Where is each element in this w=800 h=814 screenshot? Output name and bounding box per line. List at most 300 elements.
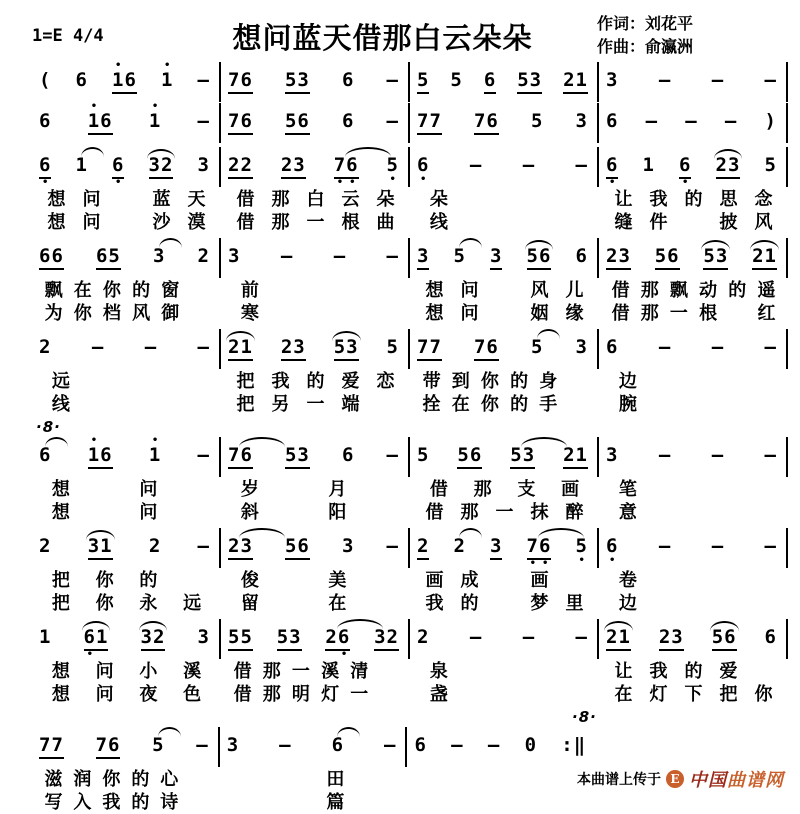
measure xyxy=(221,329,410,369)
lyric-char: 根 xyxy=(341,212,360,234)
lyric-char xyxy=(184,768,213,791)
low-octave-dots xyxy=(39,759,64,767)
low-octave-dots xyxy=(387,557,399,565)
note-number: 1 xyxy=(39,626,52,649)
slur-arc xyxy=(537,329,560,339)
lyric-char: 遥 xyxy=(757,280,776,302)
lyric-char xyxy=(694,478,738,501)
note-number: 3 xyxy=(197,154,210,177)
measure xyxy=(599,62,788,102)
low-octave-dots xyxy=(643,176,655,184)
lyric-char: 的 xyxy=(132,280,151,302)
low-octave-dots: • xyxy=(42,177,49,189)
lyrics-row xyxy=(32,683,788,706)
lyric-char: 意 xyxy=(618,502,637,524)
lyric-char xyxy=(170,370,214,393)
lyric-char: 儿 xyxy=(565,280,584,302)
low-octave-dots xyxy=(606,132,618,140)
note xyxy=(765,62,777,99)
low-octave-dots xyxy=(563,94,588,102)
lyrics-row xyxy=(32,188,788,211)
measure xyxy=(220,727,408,767)
lyric-char xyxy=(737,370,781,393)
lyric-char: 在 xyxy=(328,593,347,615)
lyric-char: 支 xyxy=(517,479,536,501)
note-number: 1 xyxy=(148,444,162,467)
lyric-char: 恋 xyxy=(376,371,395,393)
lyric-char xyxy=(505,683,549,706)
low-octave-dots xyxy=(387,358,399,366)
lyric-char xyxy=(83,501,127,524)
lyric-char: 你 xyxy=(754,684,773,706)
note-number: 5 xyxy=(386,336,399,359)
measure xyxy=(410,329,599,369)
lyric-char: 那 xyxy=(262,684,281,706)
tie-arc xyxy=(332,331,361,341)
note xyxy=(659,437,671,474)
song-title: 想问蓝天借那白云朵朵 xyxy=(232,21,533,55)
note-number: 23 xyxy=(228,536,253,560)
lyric-char: 泉 xyxy=(429,661,448,683)
note xyxy=(712,329,724,366)
note-number: 76 xyxy=(228,70,253,94)
low-octave-dots xyxy=(531,358,543,366)
note xyxy=(765,528,777,565)
note-number: 6 xyxy=(417,154,430,177)
note xyxy=(39,619,51,656)
note-number: 56 xyxy=(457,445,482,469)
lyric-char xyxy=(650,478,694,501)
note xyxy=(141,619,166,659)
note xyxy=(112,147,124,187)
low-octave-dots xyxy=(285,469,310,477)
lyric-char: 为 xyxy=(44,303,63,325)
high-octave-dots: • xyxy=(151,435,159,447)
note xyxy=(39,528,51,565)
low-octave-dots xyxy=(76,176,88,184)
low-octave-dots xyxy=(563,469,588,477)
note xyxy=(198,103,210,140)
note xyxy=(342,62,354,99)
lyric-char xyxy=(184,791,213,814)
note-number: — xyxy=(196,734,209,757)
lyric-measure xyxy=(599,569,788,592)
note xyxy=(414,727,426,764)
note-number: 21 xyxy=(606,627,631,651)
lyric-char: 借 xyxy=(233,684,252,706)
lyric-char: 想 xyxy=(47,212,66,234)
lyric-char xyxy=(563,393,592,416)
lyric-char: 件 xyxy=(649,212,668,234)
low-octave-dots xyxy=(659,557,671,565)
note xyxy=(39,103,51,140)
note xyxy=(659,528,671,565)
note xyxy=(88,437,113,477)
lyric-char: 我 xyxy=(102,792,121,814)
lyric-measure xyxy=(221,478,410,501)
note-number: 23 xyxy=(281,337,306,361)
note-number: 16 xyxy=(112,70,137,94)
lyric-measure xyxy=(410,188,599,211)
tie-arc xyxy=(710,621,739,631)
note-number: 6 xyxy=(606,535,619,558)
low-octave-dots xyxy=(417,466,429,474)
lyric-measure xyxy=(410,501,599,524)
melody-row xyxy=(32,147,788,187)
low-octave-dots xyxy=(525,756,537,764)
lyric-char: 边 xyxy=(618,371,637,393)
lyric-char: 画 xyxy=(425,570,444,592)
lyrics-row xyxy=(32,393,788,416)
note-number: — xyxy=(144,336,158,359)
lyric-char: 醉 xyxy=(565,502,584,524)
low-octave-dots xyxy=(228,267,240,275)
note xyxy=(451,727,463,764)
lyric-char xyxy=(272,592,316,615)
note-number: 56 xyxy=(527,246,552,270)
lyric-char xyxy=(746,660,781,683)
low-octave-dots xyxy=(161,91,173,99)
lyric-char xyxy=(185,302,214,325)
melody-row xyxy=(32,62,788,102)
note xyxy=(387,62,399,99)
low-octave-dots xyxy=(685,132,697,140)
lyric-char: 抹 xyxy=(530,502,549,524)
lyric-char: 远 xyxy=(51,371,70,393)
note-number: 23 xyxy=(606,246,631,270)
note-number: 56 xyxy=(285,111,310,135)
slur-arc xyxy=(159,238,182,248)
note-number: 65 xyxy=(96,246,121,270)
lyric-char xyxy=(227,768,270,791)
note xyxy=(765,103,777,140)
note-number: — xyxy=(386,69,399,92)
note xyxy=(517,62,542,102)
lyric-char: 想 xyxy=(51,502,70,524)
note xyxy=(198,619,210,656)
lyric-char: 借 xyxy=(429,479,448,501)
note xyxy=(561,727,586,764)
low-octave-dots xyxy=(531,132,543,140)
note-number: 6 xyxy=(679,155,691,179)
low-octave-dots xyxy=(576,648,588,656)
note-number: — xyxy=(386,110,399,133)
lyric-char: 借 xyxy=(611,303,630,325)
lyric-char: 色 xyxy=(183,684,202,706)
note-number: 3 xyxy=(490,246,502,270)
note xyxy=(228,619,253,659)
measure xyxy=(221,437,410,477)
lyric-measure xyxy=(220,768,408,791)
note-number: :‖ xyxy=(561,734,587,757)
note-number: 23 xyxy=(281,155,306,179)
measure xyxy=(221,528,410,568)
lyric-char: 那 xyxy=(271,189,290,211)
measure xyxy=(599,238,788,278)
low-octave-dots xyxy=(387,267,399,275)
lyric-char: 带 xyxy=(422,371,441,393)
note xyxy=(474,103,499,143)
lyric-char xyxy=(359,592,403,615)
note xyxy=(96,727,121,767)
lyric-char: 的 xyxy=(728,280,747,302)
lyric-measure xyxy=(221,188,410,211)
low-octave-dots xyxy=(510,469,535,477)
note-number: 21 xyxy=(228,337,253,361)
lyric-char: 篇 xyxy=(326,792,345,814)
site-name-cn: 中国 xyxy=(689,770,727,791)
lyric-char xyxy=(170,569,214,592)
lyric-char: 那 xyxy=(262,661,281,683)
note-number: 16 xyxy=(88,445,113,469)
lyric-char xyxy=(487,569,522,592)
lyric-char: 一 xyxy=(306,394,325,416)
note xyxy=(576,238,588,275)
lyric-char: 线 xyxy=(51,394,70,416)
note-number: 1 xyxy=(160,69,174,92)
lyric-char: 写 xyxy=(44,792,63,814)
note xyxy=(606,329,618,366)
note xyxy=(527,528,552,568)
note-number: 21 xyxy=(563,70,588,94)
lyric-char: 明 xyxy=(291,684,310,706)
note-number: 5 xyxy=(152,734,165,757)
lyric-char: 想 xyxy=(425,280,444,302)
measure xyxy=(221,103,410,143)
note-number: 22 xyxy=(228,155,253,179)
note-number: 56 xyxy=(655,246,680,270)
low-octave-dots: • xyxy=(389,174,396,186)
note-number: 6 xyxy=(414,734,427,757)
lyrics-row xyxy=(32,768,595,791)
note-number: 6 xyxy=(341,69,355,92)
low-octave-dots xyxy=(450,91,462,99)
lyric-char xyxy=(170,478,214,501)
footer xyxy=(577,766,784,792)
lyric-char: 窗 xyxy=(161,280,180,302)
low-octave-dots xyxy=(765,132,777,140)
note-number: 3 xyxy=(197,626,210,649)
note-number: 6 xyxy=(606,155,618,179)
lyric-char: 的 xyxy=(131,792,150,814)
lyric-char xyxy=(694,501,738,524)
low-octave-dots xyxy=(490,270,502,278)
lyric-char xyxy=(557,569,592,592)
low-octave-dots: • xyxy=(609,555,616,567)
note-number: — xyxy=(575,154,588,177)
lyric-char: 阳 xyxy=(328,502,347,524)
low-octave-dots xyxy=(285,560,310,568)
lyric-char: 那 xyxy=(640,280,659,302)
credits xyxy=(597,12,782,58)
low-octave-dots xyxy=(716,179,741,187)
note-number: 56 xyxy=(285,536,310,560)
note xyxy=(161,62,173,99)
slur-arc xyxy=(337,619,383,629)
lyric-char: 那 xyxy=(271,212,290,234)
note-number: 2 xyxy=(39,535,52,558)
note xyxy=(149,528,161,565)
lyric-char: 的 xyxy=(131,769,150,791)
lyric-char: 里 xyxy=(565,593,584,615)
low-octave-dots xyxy=(417,135,442,143)
note-number: — xyxy=(91,336,105,359)
note-number: — xyxy=(197,444,210,467)
low-octave-dots xyxy=(145,358,157,366)
melody-row xyxy=(32,437,788,477)
lyric-char xyxy=(170,501,214,524)
lyric-measure xyxy=(410,211,599,234)
measure xyxy=(410,619,599,659)
lyric-char: 缘 xyxy=(565,303,584,325)
note-number: 5 xyxy=(450,69,463,92)
low-octave-dots xyxy=(149,179,174,187)
note xyxy=(725,103,737,140)
lyric-char: 我 xyxy=(649,661,668,683)
low-octave-dots xyxy=(39,466,51,474)
note xyxy=(387,238,399,275)
lyric-measure xyxy=(32,478,221,501)
measure xyxy=(221,238,410,278)
high-octave-dots: • xyxy=(90,435,98,447)
note-number: — xyxy=(658,336,672,359)
low-octave-dots xyxy=(39,91,51,99)
note-number: 2 xyxy=(197,245,210,268)
lyric-char: 一 xyxy=(306,212,325,234)
low-octave-dots xyxy=(39,270,64,278)
lyric-char: 飘 xyxy=(669,280,688,302)
note-number: — xyxy=(711,535,725,558)
lyric-char xyxy=(109,188,144,211)
note-number: — xyxy=(197,110,210,133)
note-number: 32 xyxy=(149,155,174,179)
lyric-measure xyxy=(221,302,410,325)
note-number: — xyxy=(469,154,483,177)
note xyxy=(285,437,310,477)
note xyxy=(112,62,137,102)
high-octave-dots: • xyxy=(164,60,171,72)
lyric-char xyxy=(359,302,403,325)
lyric-char: 爱 xyxy=(341,371,360,393)
lyric-char: 让 xyxy=(614,189,633,211)
low-octave-dots xyxy=(765,358,777,366)
note-number: 76 xyxy=(228,111,253,135)
low-octave-dots: • xyxy=(578,555,585,567)
note xyxy=(703,238,728,278)
low-octave-dots xyxy=(417,361,442,369)
lyric-measure xyxy=(599,370,788,393)
low-octave-dots xyxy=(198,176,210,184)
note-number: 3 xyxy=(341,535,355,558)
note xyxy=(563,437,588,477)
tie-arc xyxy=(86,530,115,540)
low-octave-dots xyxy=(712,651,737,659)
lyric-char xyxy=(694,370,738,393)
lyric-char xyxy=(505,188,549,211)
lyrics-row xyxy=(32,478,788,501)
note xyxy=(325,619,350,659)
lyric-measure xyxy=(410,393,599,416)
lyric-char xyxy=(272,478,316,501)
lyric-char: 天 xyxy=(187,189,206,211)
lyric-measure xyxy=(221,279,410,302)
slur-arc xyxy=(45,437,68,447)
note xyxy=(198,147,210,184)
note xyxy=(470,147,482,184)
lyric-measure xyxy=(221,683,410,706)
note-number: 3 xyxy=(606,69,619,92)
low-octave-dots xyxy=(39,557,51,565)
upload-note: 本曲谱上传于 xyxy=(577,772,661,788)
note xyxy=(76,62,88,99)
lyric-char: 一 xyxy=(669,303,688,325)
note-number: — xyxy=(197,336,210,359)
low-octave-dots xyxy=(470,648,482,656)
low-octave-dots xyxy=(765,557,777,565)
lyric-measure xyxy=(221,660,410,683)
measure xyxy=(32,147,221,187)
note-number: 6 xyxy=(341,444,355,467)
note-number: 53 xyxy=(285,70,310,94)
note-number: — xyxy=(469,626,483,649)
low-octave-dots xyxy=(387,91,399,99)
note-number: 21 xyxy=(752,246,777,270)
lyrics-row xyxy=(32,660,788,683)
note-number: 53 xyxy=(334,337,359,361)
note xyxy=(387,329,399,366)
lyric-char xyxy=(737,393,781,416)
note-number: 77 xyxy=(417,111,442,135)
lyric-char: 美 xyxy=(328,570,347,592)
measure xyxy=(32,727,220,767)
measure xyxy=(32,103,221,143)
note-number: 3 xyxy=(490,536,502,560)
note-number: 6 xyxy=(764,626,777,649)
lyric-char xyxy=(83,478,127,501)
slur-arc xyxy=(345,147,391,157)
note-number: 61 xyxy=(84,627,109,651)
lyric-char: 一 xyxy=(350,684,369,706)
lyric-measure xyxy=(410,302,599,325)
note xyxy=(342,103,354,140)
low-octave-dots xyxy=(96,759,121,767)
note xyxy=(765,147,777,184)
lyric-char: 把 xyxy=(719,684,738,706)
low-octave-dots xyxy=(659,651,684,659)
measure xyxy=(599,147,788,187)
lyric-char xyxy=(357,791,400,814)
lyric-char: 下 xyxy=(684,684,703,706)
note xyxy=(679,147,691,187)
note xyxy=(417,619,429,656)
note xyxy=(149,437,161,474)
measure xyxy=(32,329,221,369)
note xyxy=(576,619,588,656)
note-number: 3 xyxy=(417,246,429,270)
note-number: 76 xyxy=(474,337,499,361)
lyric-char: 一 xyxy=(495,502,514,524)
measure xyxy=(410,62,599,102)
lyric-char: 俊 xyxy=(240,570,259,592)
note xyxy=(198,329,210,366)
low-octave-dots xyxy=(228,651,253,659)
note xyxy=(342,437,354,474)
lyric-char xyxy=(461,683,505,706)
note-number: — xyxy=(685,110,698,133)
note-number: — xyxy=(658,69,672,92)
lyric-char xyxy=(487,592,522,615)
site-logo-icon: E xyxy=(666,770,684,788)
